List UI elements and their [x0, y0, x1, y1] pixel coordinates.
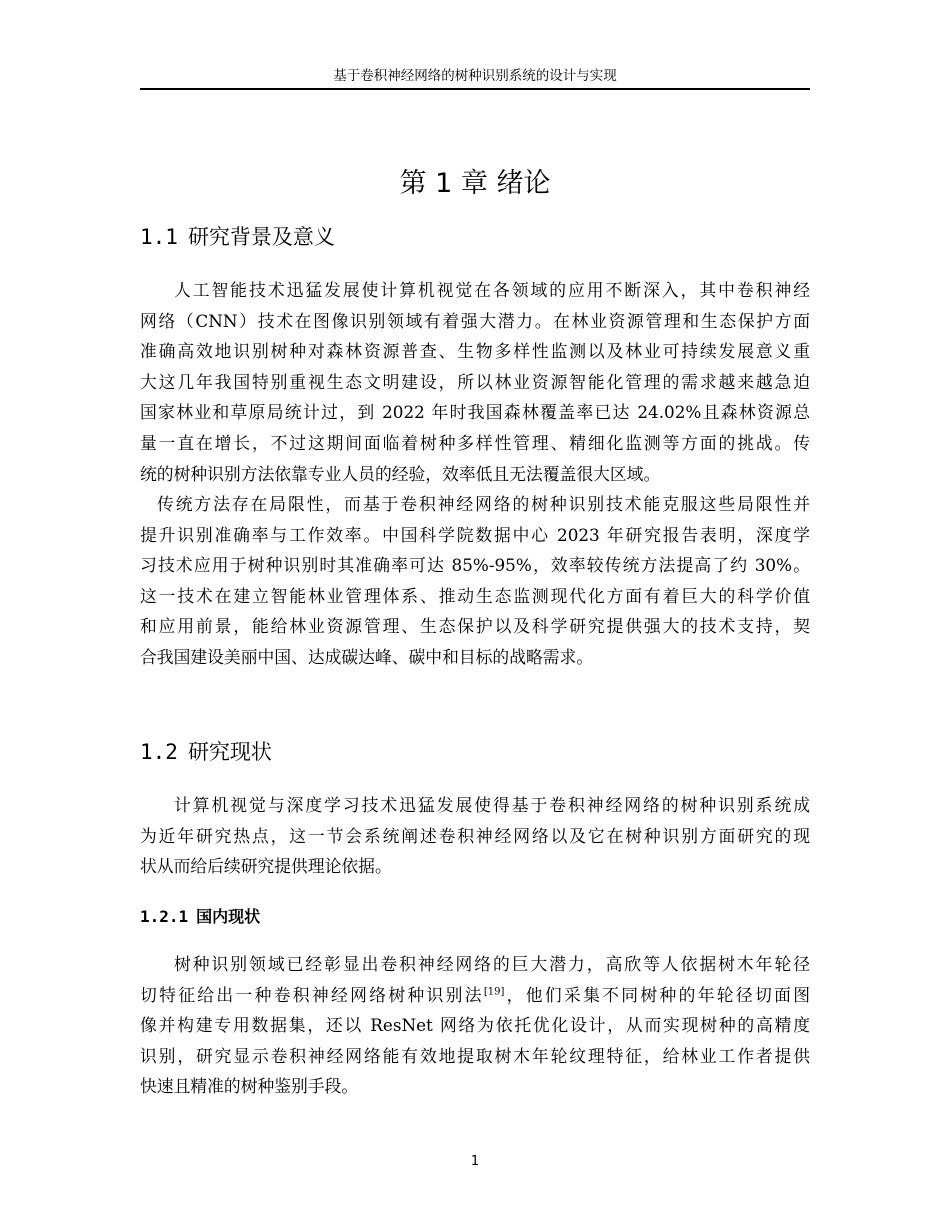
- text-line: 大这几年我国特别重视生态文明建设，所以林业资源智能化管理的需求越来越急迫: [140, 371, 810, 392]
- text-line: 人工智能技术迅猛发展使计算机视觉在各领域的应用不断深入，其中卷积神经: [174, 280, 810, 300]
- subsection-heading-1-2-1: [140, 905, 810, 929]
- text-line: 提升识别准确率与工作效率。中国科学院数据中心 2023 年研究报告表明，深度学: [140, 524, 810, 545]
- text-line: 这一技术在建立智能林业管理体系、推动生态监测现代化方面有着巨大的科学价值: [140, 585, 810, 606]
- subsection-number: 1.2.1: [140, 907, 189, 926]
- text-line: 统的树种识别方法依靠专业人员的经验，效率低且无法覆盖很大区域。: [140, 463, 661, 484]
- paragraph-domestic-status: [140, 949, 810, 1102]
- text-line: 准确高效地识别树种对森林资源普查、生物多样性监测以及林业可持续发展意义重: [140, 341, 810, 362]
- subsection-title: 国内现状: [196, 907, 261, 926]
- section-title: 研究现状: [187, 740, 272, 764]
- text-line: 像并构建专用数据集，还以 ResNet 网络为依托优化设计，从而实现树种的高精度: [140, 1015, 810, 1036]
- text-line: 树种识别领域已经彰显出卷积神经网络的巨大潜力，高欣等人依据树木年轮径: [174, 954, 810, 974]
- chapter-title: 第 1 章 绪论: [399, 168, 551, 199]
- text-line: 识别，研究显示卷积神经网络能有效地提取树木年轮纹理特征，给林业工作者提供: [140, 1045, 810, 1066]
- text-line: [140, 980, 810, 1011]
- section-heading-1-1: [140, 222, 810, 252]
- page-number: 1: [470, 1154, 480, 1169]
- text-fragment: ，他们采集不同树种的年轮径切面图: [504, 984, 810, 1005]
- text-line: 量一直在增长，不过这期间面临着树种多样性管理、精细化监测等方面的挑战。传: [140, 432, 810, 453]
- text-line: 习技术应用于树种识别时其准确率可达 85%-95%，效率较传统方法提高了约 30%。: [140, 555, 810, 576]
- section-heading-1-2: [140, 737, 810, 767]
- text-line: 为近年研究热点，这一节会系统阐述卷积神经网络以及它在树种识别方面研究的现: [140, 825, 810, 846]
- paragraph-background: [140, 275, 810, 489]
- section-title: 研究背景及意义: [187, 225, 335, 249]
- text-line: 传统方法存在局限性，而基于卷积神经网络的树种识别技术能克服这些局限性并: [157, 494, 810, 514]
- text-line: 快速且精准的树种鉴别手段。: [140, 1076, 359, 1097]
- text-line: 状从而给后续研究提供理论依据。: [140, 856, 392, 877]
- section-number: 1.2: [140, 740, 178, 764]
- text-line: 合我国建设美丽中国、达成碳达峰、碳中和目标的战略需求。: [140, 646, 594, 667]
- text-line: 和应用前景，能给林业资源管理、生态保护以及科学研究提供强大的技术支持，契: [140, 616, 810, 637]
- text-line: 网络（CNN）技术在图像识别领域有着强大潜力。在林业资源管理和生态保护方面: [140, 310, 810, 331]
- section-number: 1.1: [140, 225, 178, 249]
- paragraph-significance: [140, 489, 810, 673]
- text-line: 计算机视觉与深度学习技术迅猛发展使得基于卷积神经网络的树种识别系统成: [174, 795, 810, 815]
- citation-mark: [19]: [483, 986, 505, 997]
- header-rule: [140, 88, 810, 90]
- text-fragment: 切特征给出一种卷积神经网络树种识别法: [140, 984, 484, 1005]
- paragraph-status-intro: [140, 790, 810, 882]
- text-line: 国家林业和草原局统计过，到 2022 年时我国森林覆盖率已达 24.02%且森林资源总: [140, 402, 810, 423]
- running-header: 基于卷积神经网络的树种识别系统的设计与实现: [333, 68, 617, 84]
